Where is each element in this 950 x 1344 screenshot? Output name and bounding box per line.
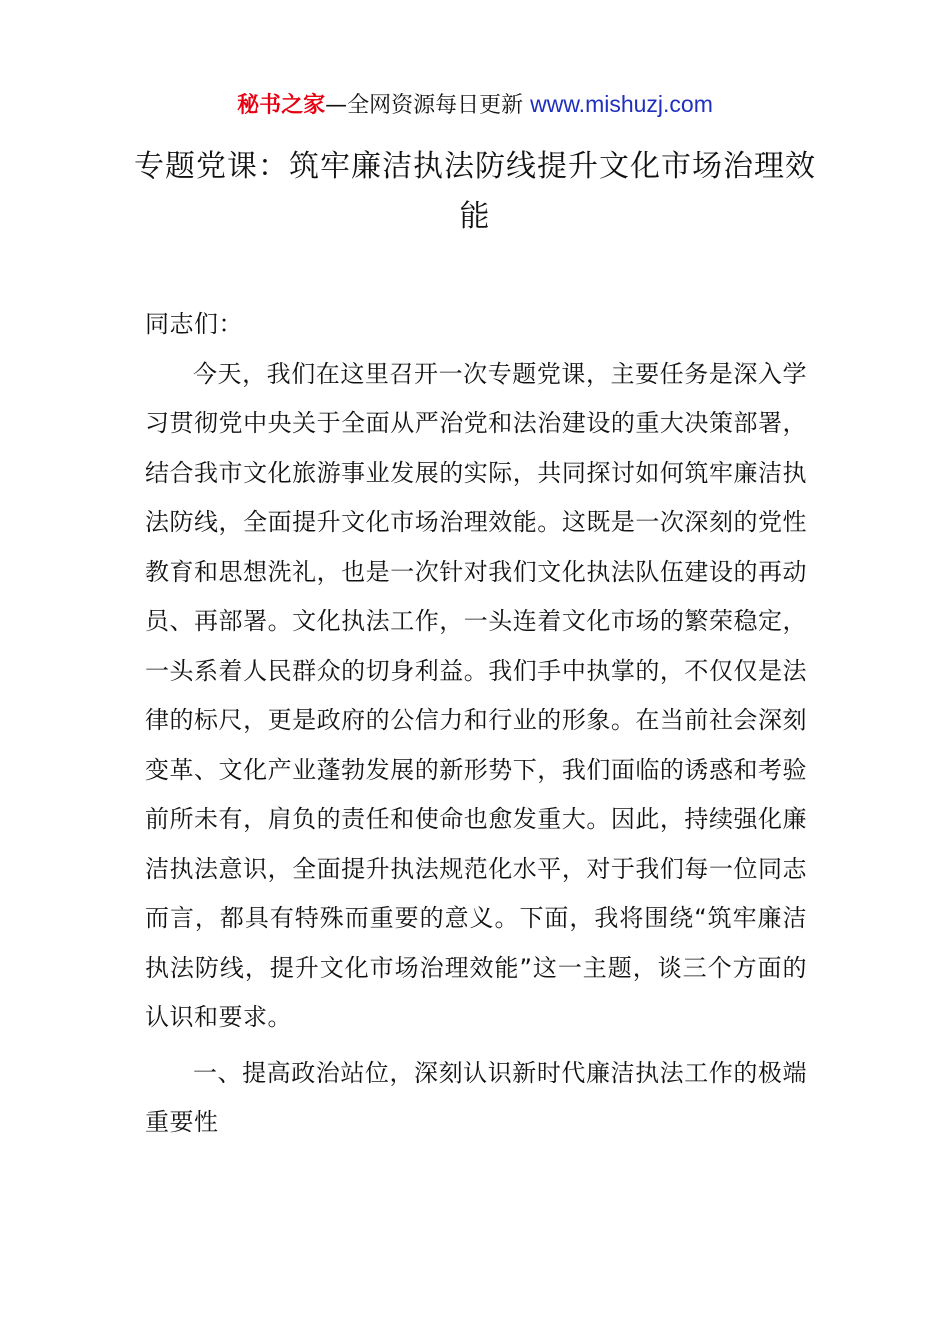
document-title: 专题党课：筑牢廉洁执法防线提升文化市场治理效能 [134,149,816,234]
body-paragraph: 今天，我们在这里召开一次专题党课，主要任务是深入学习贯彻党中央关于全面从严治党和法治建设的重大决策部署，结合我市文化旅游事业发展的实际，共同探讨如何筑牢廉洁执法防线，全面提升文化市场治理效能。这既是一次深刻的党性教育和思想洗礼，也是一次针对我们文化执法队伍建设的再动员、再部署。文化执法工作，一头连着文化市场的繁荣稳定，一头系着人民群众的切身利益。我们手中执掌的，不仅仅是法律的标尺，更是政府的公信力和行业的形象。在当前社会深刻变革、文化产业蓬勃发展的新形势下，我们面临的诱惑和考验前所未有，肩负的责任和使命也愈发重大。因此，持续强化廉洁执法意识，全面提升执法规范化水平，对于我们每一位同志而言，都具有特殊而重要的意义。下面，我将围绕“筑牢廉洁执法防线，提升文化市场治理效能”这一主题，谈三个方面的认识和要求。 [145,359,807,1031]
header-tagline: —全网资源每日更新 [325,93,531,118]
site-url-link[interactable]: www.mishuzj.com [530,91,713,117]
document-body [145,300,807,1148]
site-header [0,86,950,124]
brand-name: 秘书之家 [237,93,326,118]
salutation: 同志们： [145,310,243,338]
section-heading: 一、提高政治站位，深刻认识新时代廉洁执法工作的极端重要性 [145,1058,807,1136]
